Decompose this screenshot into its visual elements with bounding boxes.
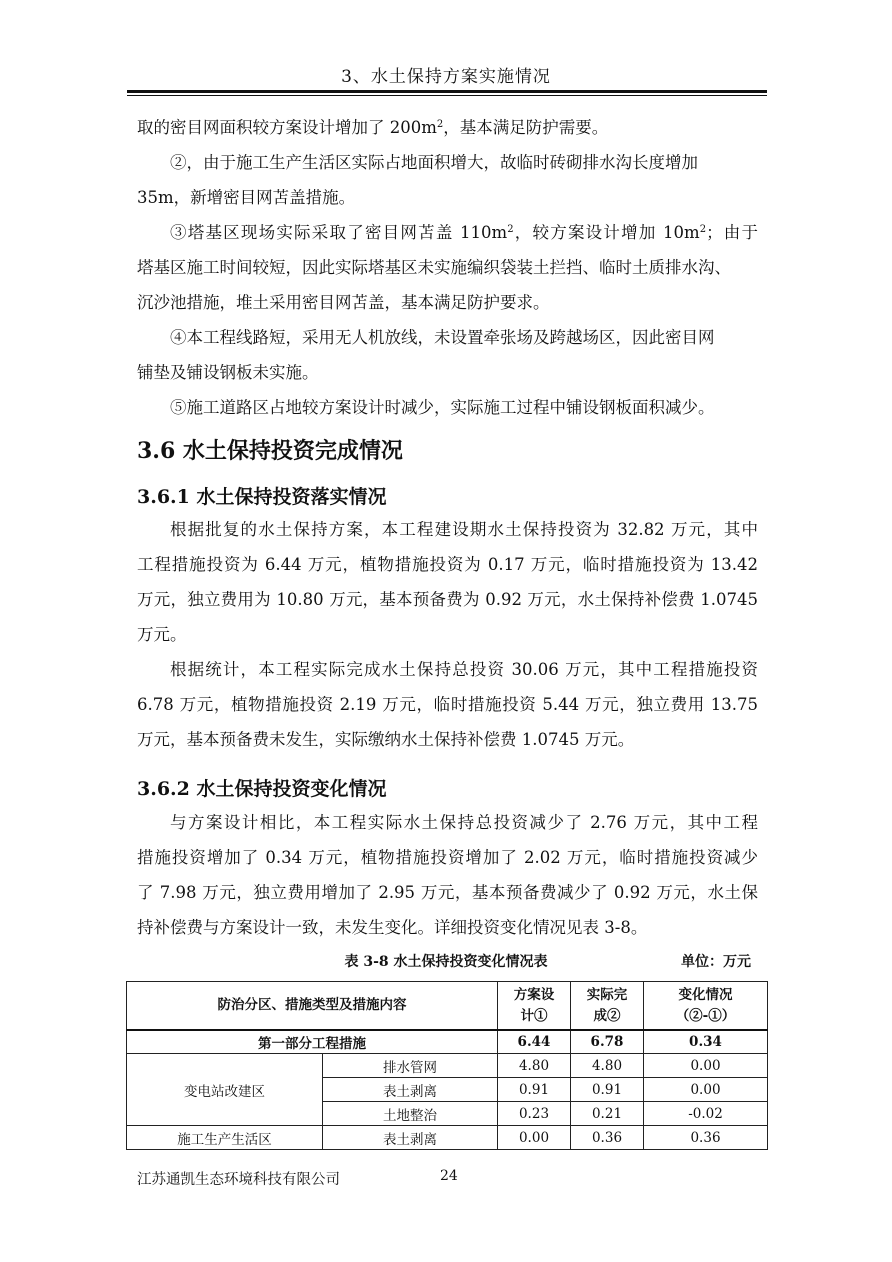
body-line-8: 铺垫及铺设钢板未实施。 xyxy=(137,363,319,382)
body-line-9: ⑤施工道路区占地较方案设计时减少，实际施工过程中铺设钢板面积减少。 xyxy=(170,398,715,417)
actual-cell: 0.36 xyxy=(571,1126,644,1150)
summary-plan: 6.44 xyxy=(498,1030,571,1054)
summary-actual: 6.78 xyxy=(571,1030,644,1054)
paragraph-line: 了 7.98 万元，独立费用增加了 2.95 万元，基本预备费减少了 0.92 万元，水土保 xyxy=(137,883,758,902)
paragraph-line: 根据批复的水土保持方案，本工程建设期水土保持投资为 32.82 万元，其中 xyxy=(170,520,758,539)
section-heading-3-6-1: 3.6.1 水土保持投资落实情况 xyxy=(137,486,387,508)
header-change: 变化情况 （②-①） xyxy=(644,982,768,1031)
item-cell: 表土剥离 xyxy=(323,1078,498,1102)
section-heading-3-6: 3.6 水土保持投资完成情况 xyxy=(137,438,403,464)
summary-change: 0.34 xyxy=(644,1030,768,1054)
zone-cell: 施工生产生活区 xyxy=(127,1126,323,1150)
body-line-4: ③塔基区现场实际采取了密目网苫盖 $110m^2$，较方案设计增加 $10m^2$；由于 xyxy=(170,223,759,242)
plan-cell: 0.00 xyxy=(498,1126,571,1150)
header-rule-thin xyxy=(127,95,767,96)
summary-label: 第一部分工程措施 xyxy=(127,1030,498,1054)
body-line-6: 沉沙池措施，堆土采用密目网苫盖，基本满足防护要求。 xyxy=(137,293,550,312)
paragraph-line: 万元，独立费用为 10.80 万元，基本预备费为 0.92 万元，水土保持补偿费 1.0745 xyxy=(137,590,758,609)
running-header: 3、水土保持方案实施情况 xyxy=(341,67,551,87)
paragraph-line: 工程措施投资为 6.44 万元，植物措施投资为 0.17 万元，临时措施投资为 13.42 xyxy=(137,555,758,574)
header-category: 防治分区、措施类型及措施内容 xyxy=(127,982,498,1031)
body-line-7: ④本工程线路短，采用无人机放线，未设置牵张场及跨越场区，因此密目网 xyxy=(170,328,715,347)
change-cell: 0.00 xyxy=(644,1054,768,1078)
table-row xyxy=(127,1126,768,1150)
body-line-3: 35m，新增密目网苫盖措施。 xyxy=(137,188,356,207)
table-caption: 表 3-8 水土保持投资变化情况表 xyxy=(344,954,548,970)
change-cell: -0.02 xyxy=(644,1102,768,1126)
actual-cell: 0.21 xyxy=(571,1102,644,1126)
paragraph-line: 万元。 xyxy=(137,625,187,644)
paragraph-line: 6.78 万元，植物措施投资 2.19 万元，临时措施投资 5.44 万元，独立费用 13.75 xyxy=(137,695,758,714)
paragraph-line: 与方案设计相比，本工程实际水土保持总投资减少了 2.76 万元，其中工程 xyxy=(170,813,758,832)
body-line-2: ②，由于施工生产生活区实际占地面积增大，故临时砖砌排水沟长度增加 xyxy=(170,153,698,172)
table-row xyxy=(127,1054,768,1078)
body-line-1: 取的密目网面积较方案设计增加了 $200m^2$，基本满足防护需要。 xyxy=(137,118,609,137)
footer-company: 江苏通凯生态环境科技有限公司 xyxy=(137,1172,340,1188)
paragraph-line: 根据统计，本工程实际完成水土保持总投资 30.06 万元，其中工程措施投资 xyxy=(170,660,758,679)
paragraph-line: 持补偿费与方案设计一致，未发生变化。详细投资变化情况见表 3-8。 xyxy=(137,918,648,937)
change-cell: 0.00 xyxy=(644,1078,768,1102)
paragraph-line: 万元，基本预备费未发生，实际缴纳水土保持补偿费 1.0745 万元。 xyxy=(137,730,635,749)
item-cell: 土地整治 xyxy=(323,1102,498,1126)
plan-cell: 0.91 xyxy=(498,1078,571,1102)
section-heading-3-6-2: 3.6.2 水土保持投资变化情况 xyxy=(137,778,387,800)
body-line-5: 塔基区施工时间较短，因此实际塔基区未实施编织袋装土拦挡、临时土质排水沟、 xyxy=(137,258,731,277)
item-cell: 表土剥离 xyxy=(323,1126,498,1150)
zone-cell: 变电站改建区 xyxy=(127,1054,323,1126)
actual-cell: 0.91 xyxy=(571,1078,644,1102)
plan-cell: 0.23 xyxy=(498,1102,571,1126)
header-plan: 方案设 计① xyxy=(498,982,571,1031)
investment-change-table xyxy=(126,981,768,1150)
actual-cell: 4.80 xyxy=(571,1054,644,1078)
table-header-row xyxy=(127,982,768,1031)
plan-cell: 4.80 xyxy=(498,1054,571,1078)
header-rule-thick xyxy=(127,90,767,93)
header-actual: 实际完 成② xyxy=(571,982,644,1031)
table-summary-row xyxy=(127,1030,768,1054)
paragraph-line: 措施投资增加了 0.34 万元，植物措施投资增加了 2.02 万元，临时措施投资减少 xyxy=(137,848,758,867)
table-unit: 单位：万元 xyxy=(681,954,751,970)
item-cell: 排水管网 xyxy=(323,1054,498,1078)
page-number: 24 xyxy=(440,1168,458,1184)
change-cell: 0.36 xyxy=(644,1126,768,1150)
